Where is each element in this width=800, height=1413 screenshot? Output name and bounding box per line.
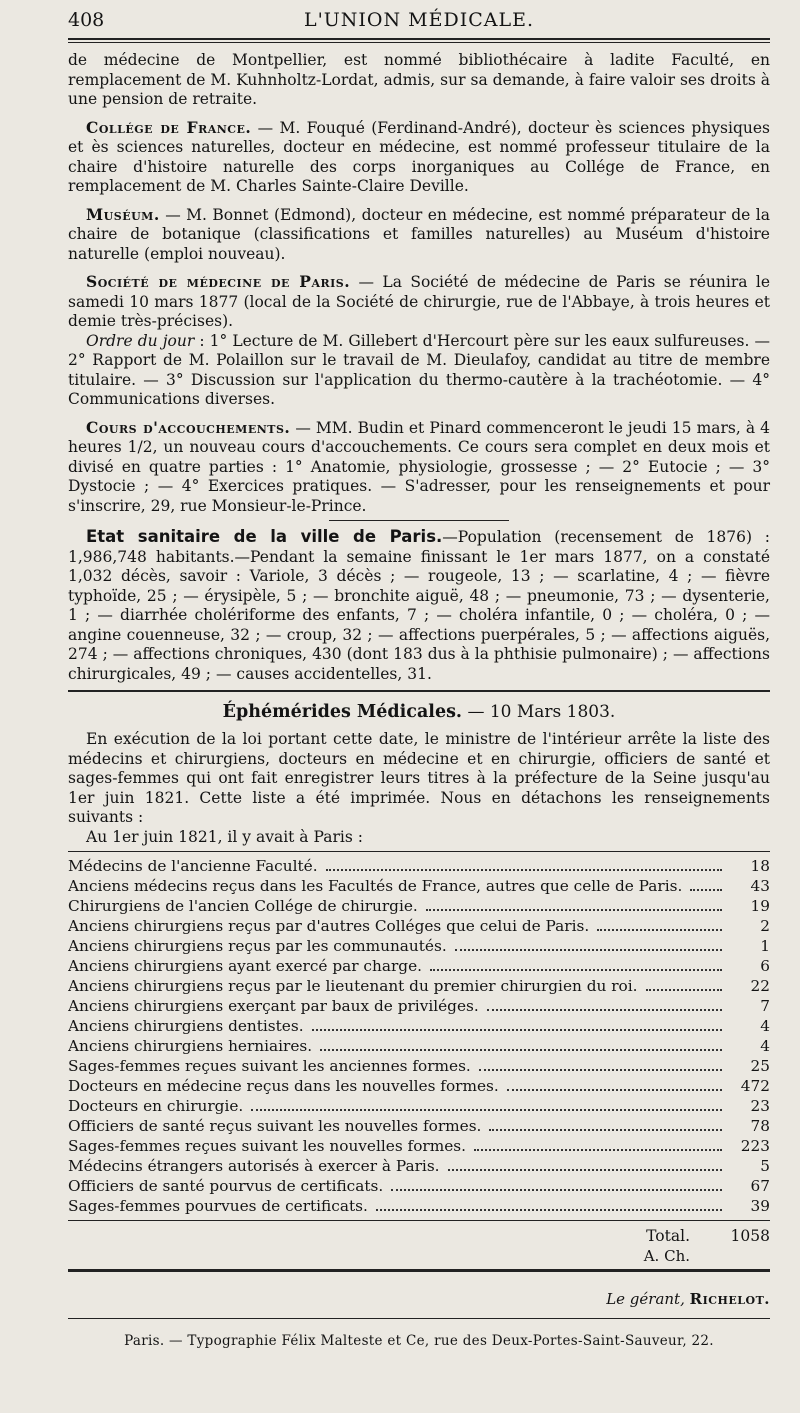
row-value: 23 (750, 1097, 770, 1115)
dot-leader (326, 869, 722, 871)
row-label: Anciens chirurgiens reçus par d'autres Colléges que celui de Paris. (68, 916, 593, 936)
gerant-name: Richelot. (689, 1290, 770, 1308)
row-value: 2 (760, 917, 770, 935)
table-row (68, 1196, 770, 1216)
row-value: 78 (750, 1117, 770, 1135)
row-value: 19 (750, 897, 770, 915)
college-paragraph (68, 118, 770, 197)
table-row (68, 996, 770, 1016)
table-row (68, 896, 770, 916)
dot-leader (597, 929, 722, 931)
table-row (68, 1136, 770, 1156)
dot-leader (430, 969, 722, 971)
printer-line: Paris. — Typographie Félix Malteste et Ce, rue des Deux-Portes-Saint-Sauveur, 22. (124, 1333, 714, 1349)
signature: A. Ch. (643, 1247, 690, 1265)
ephemerides-date: — 10 Mars 1803. (467, 702, 616, 722)
table-row (68, 1116, 770, 1136)
row-label: Docteurs en chirurgie. (68, 1096, 247, 1116)
table-row (68, 956, 770, 976)
ephemerides-subtitle: Au 1er juin 1821, il y avait à Paris : (86, 827, 363, 846)
total-value: 1058 (730, 1227, 770, 1245)
table-row (68, 876, 770, 896)
row-value: 4 (760, 1037, 770, 1055)
ephemerides-heading (68, 702, 770, 722)
running-title: L'UNION MÉDICALE. (303, 9, 535, 31)
table-row (68, 1036, 770, 1056)
etat-paragraph (68, 527, 770, 684)
total-row (68, 1227, 770, 1245)
museum-text: — M. Bonnet (Edmond), docteur en médecine, est nommé préparateur de la chaire de botanique (classifications et familles naturelles) au Muséum d'histoire naturelle (emploi nouveau). (68, 205, 770, 263)
societe-paragraph (68, 272, 770, 332)
museum-paragraph (68, 205, 770, 265)
museum-label: Muséum. (86, 204, 160, 224)
row-label: Sages-femmes reçues suivant les anciennes formes. (68, 1056, 475, 1076)
table-bottom-rule (68, 1220, 770, 1221)
row-value: 6 (760, 957, 770, 975)
row-value: 7 (760, 997, 770, 1015)
row-label: Médecins de l'ancienne Faculté. (68, 856, 322, 876)
ordre-du-jour (68, 332, 770, 410)
printer-rule (68, 1318, 770, 1319)
row-value: 25 (750, 1057, 770, 1075)
dot-leader (320, 1049, 722, 1051)
ordre-label: Ordre du jour (86, 331, 195, 350)
row-label: Anciens chirurgiens ayant exercé par charge. (68, 956, 426, 976)
cours-label: Cours d'accouchements. (86, 417, 291, 437)
societe-text: — La Société de médecine de Paris se réunira le samedi 10 mars 1877 (local de la Société de chirurgie, rue de l'Abbaye, à trois heures et demie très-précises). (68, 273, 770, 330)
page-header (68, 4, 770, 36)
physicians-table (68, 856, 770, 1216)
etat-label: Etat sanitaire de la ville de Paris. (86, 527, 443, 546)
dot-leader (479, 1069, 722, 1071)
ordre-text: : 1° Lecture de M. Gillebert d'Hercourt père sur les eaux sulfureuses. — 2° Rapport de M. Polaillon sur le travail de M. Dieulafoy, candidat au titre de membre titulaire. — 3° Discussion sur l'application du thermo-cautère à la trachéotomie. — 4° Communications diverses. (68, 331, 770, 408)
dot-leader (489, 1129, 722, 1131)
footer-rule (68, 1269, 770, 1272)
section-divider (329, 520, 509, 521)
row-label: Anciens médecins reçus dans les Facultés de France, autres que celle de Paris. (68, 876, 686, 896)
row-label: Sages-femmes pourvues de certificats. (68, 1196, 372, 1216)
row-label: Anciens chirurgiens reçus par les communautés. (68, 936, 451, 956)
ephemerides-rule (68, 690, 770, 692)
table-row (68, 1156, 770, 1176)
row-value: 39 (750, 1197, 770, 1215)
table-row (68, 856, 770, 876)
row-label: Chirurgiens de l'ancien Collége de chirurgie. (68, 896, 422, 916)
table-top-rule (68, 851, 770, 852)
dot-leader (312, 1029, 722, 1031)
total-label: Total. (646, 1227, 690, 1245)
dot-leader (426, 909, 722, 911)
cours-paragraph (68, 418, 770, 517)
row-label: Docteurs en médecine reçus dans les nouvelles formes. (68, 1076, 503, 1096)
table-row (68, 1056, 770, 1076)
table-row (68, 976, 770, 996)
row-value: 22 (750, 977, 770, 995)
dot-leader (448, 1169, 722, 1171)
societe-label: Société de médecine de Paris. (86, 272, 351, 291)
dot-leader (474, 1149, 722, 1151)
dot-leader (376, 1209, 722, 1211)
dot-leader (690, 889, 722, 891)
table-row (68, 916, 770, 936)
row-value: 67 (750, 1177, 770, 1195)
table-row (68, 1096, 770, 1116)
table-row (68, 1176, 770, 1196)
row-label: Médecins étrangers autorisés à exercer à Paris. (68, 1156, 444, 1176)
header-rule (68, 38, 770, 43)
page-number: 408 (68, 9, 105, 31)
row-value: 43 (750, 877, 770, 895)
dot-leader (487, 1009, 722, 1011)
row-value: 1 (760, 937, 770, 955)
ephemerides-text: En exécution de la loi portant cette date, le ministre de l'intérieur arrête la liste des médecins et chirurgiens, docteurs en médecine et en chirurgie, officiers de santé et sages-femmes qui ont fait enregistrer leurs titres à la préfecture de la Seine jusqu'au 1er juin 1821. Cette liste a été imprimée. Nous en détachons les renseignements suivants : (68, 730, 770, 826)
row-value: 18 (750, 857, 770, 875)
college-label: Collége de France. (86, 117, 252, 137)
table-row (68, 936, 770, 956)
row-value: 472 (740, 1077, 770, 1095)
dot-leader (391, 1189, 722, 1191)
etat-text: —Population (recensement de 1876) : 1,986,748 habitants.—Pendant la semaine finissant le 1er mars 1877, on a constaté 1,032 décès, savoir : Variole, 3 décès ; — rougeole, 13 ; — scarlatine, 4 ; — fièvre typhoïde, 25 ; — érysipèle, 5 ; — bronchite aiguë, 48 ; — pneumonie, 73 ; — dysenterie, 1 ; — diarrhée cholériforme des enfants, 7 ; — choléra infantile, 0 ; — choléra, 0 ; — angine couenneuse, 32 ; — croup, 32 ; — affections puerpérales, 5 ; — affections aiguës, 274 ; — affections chroniques, 430 (dont 183 dus à la phthisie pulmonaire) ; — affections chirurgicales, 49 ; — causes accidentelles, 31. (68, 528, 770, 683)
row-label: Anciens chirurgiens herniaires. (68, 1036, 316, 1056)
row-value: 5 (760, 1157, 770, 1175)
row-value: 223 (740, 1137, 770, 1155)
row-label: Sages-femmes reçues suivant les nouvelles formes. (68, 1136, 470, 1156)
row-value: 4 (760, 1017, 770, 1035)
row-label: Anciens chirurgiens reçus par le lieutenant du premier chirurgien du roi. (68, 976, 642, 996)
gerant-label: Le gérant, (606, 1290, 685, 1308)
dot-leader (251, 1109, 722, 1111)
table-row (68, 1076, 770, 1096)
dot-leader (455, 949, 722, 951)
dot-leader (646, 989, 723, 991)
college-text: — M. Fouqué (Ferdinand-André), docteur ès sciences physiques et ès sciences naturelles, docteur en médecine, est nommé professeur titulaire de la chaire d'histoire naturelle des corps inorganiques au Collége de France, en remplacement de M. Charles Sainte-Claire Deville. (68, 118, 770, 195)
cours-text: — MM. Budin et Pinard commenceront le jeudi 15 mars, à 4 heures 1/2, un nouveau cours d'accouchements. Ce cours sera complet en deux mois et divisé en quatre parties : 1° Anatomie, physiologie, grossesse ; — 2° Eutocie ; — 3° Dystocie ; — 4° Exercices pratiques. — S'adresser, pour les renseignements et pour s'inscrire, 29, rue Monsieur-le-Prince. (68, 418, 770, 515)
table-row (68, 1016, 770, 1036)
row-label: Officiers de santé pourvus de certificats. (68, 1176, 387, 1196)
row-label: Anciens chirurgiens dentistes. (68, 1016, 308, 1036)
gerant-line (68, 1290, 770, 1308)
intro-paragraph: de médecine de Montpellier, est nommé bibliothécaire à ladite Faculté, en remplacement de M. Kuhnholtz-Lordat, admis, sur sa demande, à faire valoir ses droits à une pension de retraite. (68, 51, 770, 108)
dot-leader (507, 1089, 722, 1091)
ephemerides-title: Éphémérides Médicales. (222, 702, 463, 722)
row-label: Anciens chirurgiens exerçant par baux de priviléges. (68, 996, 483, 1016)
row-label: Officiers de santé reçus suivant les nouvelles formes. (68, 1116, 485, 1136)
